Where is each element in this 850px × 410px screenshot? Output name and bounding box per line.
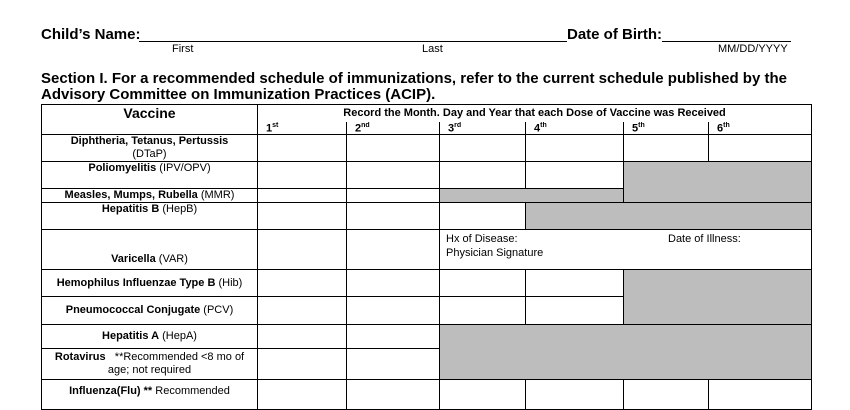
dtap-dose-4[interactable] (526, 135, 624, 162)
pcv-dose-4[interactable] (526, 297, 624, 325)
vaccine-pcv: Pneumococcal Conjugate (PCV) (42, 297, 258, 325)
hepb-dose-1[interactable] (258, 203, 347, 230)
dose-2-header: 2nd (347, 122, 440, 135)
dose-3-header: 3rd (440, 122, 526, 135)
child-name-label: Child’s Name: (41, 26, 141, 43)
hib-pcv-shaded-area (624, 270, 812, 325)
vaccine-mmr: Measles, Mumps, Rubella (MMR) (42, 189, 258, 203)
polio-dose-2[interactable] (347, 162, 440, 189)
varicella-dose-2[interactable] (347, 230, 440, 270)
child-name-field[interactable] (139, 41, 567, 42)
hepa-rota-shaded-area (440, 325, 812, 380)
vaccine-influenza: Influenza(Flu) ** Recommended (42, 380, 258, 410)
dob-format-caption: MM/DD/YYYY (718, 43, 788, 55)
rota-dose-2[interactable] (347, 349, 440, 380)
rota-dose-1[interactable] (258, 349, 347, 380)
vaccine-varicella: Varicella (VAR) (42, 230, 258, 270)
dob-field[interactable] (662, 41, 791, 42)
hepb-shaded-area (526, 203, 812, 230)
hib-dose-2[interactable] (347, 270, 440, 297)
hib-dose-3[interactable] (440, 270, 526, 297)
pcv-dose-2[interactable] (347, 297, 440, 325)
vaccine-hepa: Hepatitis A (HepA) (42, 325, 258, 349)
vaccine-hib: Hemophilus Influenzae Type B (Hib) (42, 270, 258, 297)
hepa-dose-2[interactable] (347, 325, 440, 349)
flu-dose-3[interactable] (440, 380, 526, 410)
dose-6-header: 6th (709, 122, 812, 135)
hepb-dose-3[interactable] (440, 203, 526, 230)
section-heading-line1: Section I. For a recommended schedule of immunizations, refer to the current schedule published by the (41, 70, 787, 87)
dtap-dose-2[interactable] (347, 135, 440, 162)
dose-1-header: 1st (258, 122, 347, 135)
dose-4-header: 4th (526, 122, 624, 135)
first-name-caption: First (172, 43, 194, 55)
hepa-dose-1[interactable] (258, 325, 347, 349)
flu-dose-6[interactable] (709, 380, 812, 410)
polio-dose-4[interactable] (526, 162, 624, 189)
flu-dose-1[interactable] (258, 380, 347, 410)
immunization-table (41, 104, 812, 410)
polio-dose-1[interactable] (258, 162, 347, 189)
vaccine-dtap: Diphtheria, Tetanus, Pertussis (DTaP) (42, 135, 258, 162)
polio-dose-3[interactable] (440, 162, 526, 189)
dob-label: Date of Birth: (567, 26, 662, 43)
last-name-caption: Last (422, 43, 443, 55)
dtap-dose-1[interactable] (258, 135, 347, 162)
flu-dose-2[interactable] (347, 380, 440, 410)
mmr-dose-2[interactable] (347, 189, 440, 203)
dose-5-header: 5th (624, 122, 709, 135)
section-heading-line2: Advisory Committee on Immunization Practices (ACIP). (41, 86, 436, 103)
hib-dose-4[interactable] (526, 270, 624, 297)
mmr-shaded-area (440, 189, 624, 203)
flu-dose-4[interactable] (526, 380, 624, 410)
date-of-illness-label: Date of Illness: (668, 233, 741, 246)
hx-disease-label: Hx of Disease: (446, 233, 518, 246)
physician-signature-label: Physician Signature (446, 247, 544, 260)
pcv-dose-3[interactable] (440, 297, 526, 325)
varicella-history-cell[interactable] (440, 230, 812, 270)
vaccine-hepb: Hepatitis B (HepB) (42, 203, 258, 230)
flu-dose-5[interactable] (624, 380, 709, 410)
varicella-dose-1[interactable] (258, 230, 347, 270)
polio-shaded-area (624, 162, 812, 203)
vaccine-header: Vaccine (42, 105, 258, 135)
record-header: Record the Month. Day and Year that each Dose of Vaccine was Received (258, 105, 812, 122)
dtap-dose-5[interactable] (624, 135, 709, 162)
dtap-dose-6[interactable] (709, 135, 812, 162)
vaccine-rotavirus: Rotavirus **Recommended <8 mo of age; not required (42, 349, 258, 380)
vaccine-polio: Poliomyelitis (IPV/OPV) (42, 162, 258, 189)
dtap-dose-3[interactable] (440, 135, 526, 162)
hepb-dose-2[interactable] (347, 203, 440, 230)
pcv-dose-1[interactable] (258, 297, 347, 325)
hib-dose-1[interactable] (258, 270, 347, 297)
mmr-dose-1[interactable] (258, 189, 347, 203)
